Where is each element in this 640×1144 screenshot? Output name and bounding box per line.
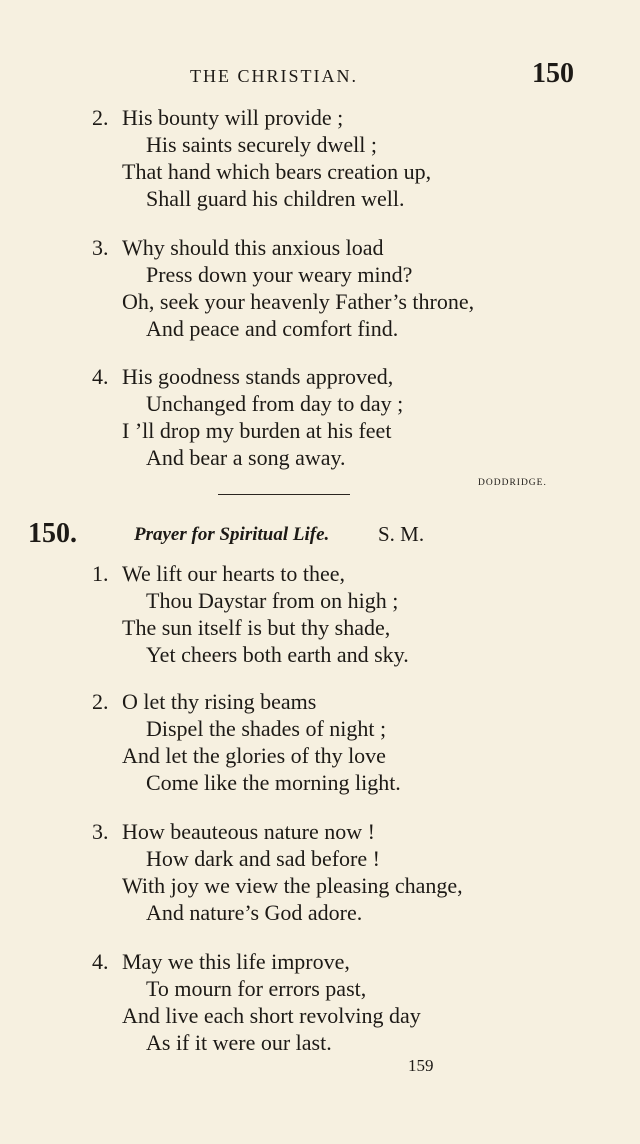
- stanza-line: And live each short revolving day: [122, 1003, 421, 1028]
- stanza-line: I ’ll drop my burden at his feet: [122, 418, 392, 443]
- line-text: How beauteous nature now !: [122, 819, 375, 844]
- line-text: His goodness stands approved,: [122, 364, 394, 389]
- stanza-number: 2.: [92, 689, 109, 714]
- stanza-prev-3: [92, 234, 592, 342]
- running-head: [0, 58, 640, 92]
- hymn-title: Prayer for Spiritual Life.: [134, 524, 330, 545]
- divider-rule: [218, 494, 350, 495]
- stanza-prev-4: [92, 363, 592, 471]
- stanza-line: [92, 234, 592, 261]
- stanza-line: Thou Daystar from on high ;: [146, 588, 399, 613]
- stanza-line: And peace and comfort find.: [146, 316, 399, 341]
- page-number: 150: [532, 58, 574, 89]
- stanza-line: With joy we view the pleasing change,: [122, 873, 463, 898]
- stanza-line: Yet cheers both earth and sky.: [146, 642, 409, 667]
- stanza-2: [92, 688, 592, 796]
- running-title: THE CHRISTIAN.: [190, 66, 358, 86]
- stanza-number: 3.: [92, 235, 109, 260]
- stanza-line: [92, 818, 592, 845]
- stanza-line: Unchanged from day to day ;: [146, 391, 404, 416]
- stanza-line: How dark and sad before !: [146, 846, 380, 871]
- stanza-prev-2: [92, 104, 592, 212]
- stanza-number: 4.: [92, 949, 109, 974]
- stanza-line: That hand which bears creation up,: [122, 159, 432, 184]
- stanza-line: To mourn for errors past,: [146, 976, 367, 1001]
- stanza-line: [92, 560, 592, 587]
- line-text: His bounty will provide ;: [122, 105, 344, 130]
- stanza-line: [92, 948, 592, 975]
- stanza-3: [92, 818, 592, 926]
- stanza-line: The sun itself is but thy shade,: [122, 615, 391, 640]
- stanza-line: And nature’s God adore.: [146, 900, 363, 925]
- line-text: May we this life improve,: [122, 949, 350, 974]
- stanza-line: His saints securely dwell ;: [146, 132, 377, 157]
- stanza-number: 4.: [92, 364, 109, 389]
- author-attribution: DODDRIDGE.: [478, 478, 547, 488]
- stanza-line: Dispel the shades of night ;: [146, 716, 387, 741]
- hymn-meter: S. M.: [378, 522, 425, 546]
- stanza-number: 3.: [92, 819, 109, 844]
- stanza-line: And let the glories of thy love: [122, 743, 386, 768]
- stanza-line: And bear a song away.: [146, 445, 346, 470]
- stanza-4: [92, 948, 592, 1056]
- stanza-number: 2.: [92, 105, 109, 130]
- stanza-number: 1.: [92, 561, 109, 586]
- stanza-line: Shall guard his children well.: [146, 186, 405, 211]
- stanza-line: As if it were our last.: [146, 1030, 332, 1055]
- signature-mark: 159: [408, 1056, 434, 1075]
- line-text: O let thy rising beams: [122, 689, 317, 714]
- stanza-1: [92, 560, 592, 668]
- stanza-line: [92, 688, 592, 715]
- stanza-line: [92, 104, 592, 131]
- line-text: We lift our hearts to thee,: [122, 561, 346, 586]
- stanza-line: [92, 363, 592, 390]
- stanza-line: Press down your weary mind?: [146, 262, 413, 287]
- stanza-line: Oh, seek your heavenly Father’s throne,: [122, 289, 475, 314]
- hymn-number: 150.: [28, 518, 77, 549]
- stanza-line: Come like the morning light.: [146, 770, 401, 795]
- line-text: Why should this anxious load: [122, 235, 384, 260]
